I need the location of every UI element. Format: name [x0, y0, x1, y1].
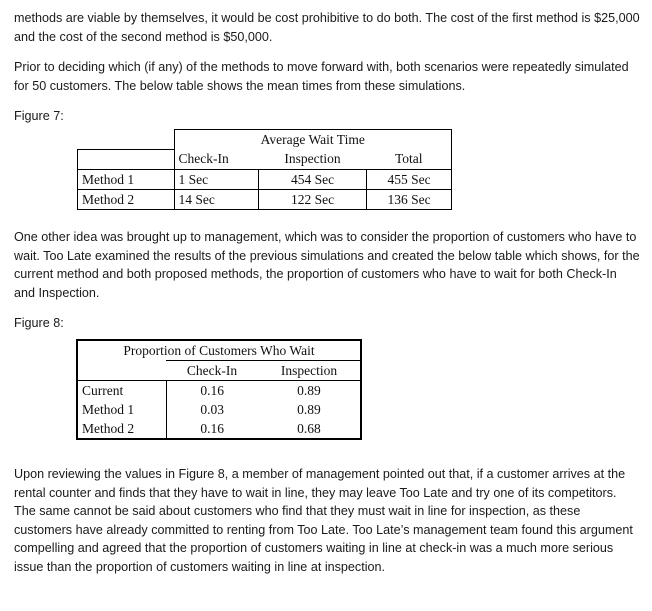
figure8-col-checkin: Check-In [166, 361, 258, 381]
figure7-label: Figure 7: [14, 109, 64, 123]
cell: 136 Sec [367, 189, 452, 209]
row-label: Method 2 [78, 189, 175, 209]
figure7-col-inspection: Inspection [284, 151, 341, 167]
figure8-title: Proportion of Customers Who Wait [123, 343, 315, 358]
cell: 0.89 [297, 402, 321, 417]
cell: 0.03 [200, 402, 225, 417]
cell: 0.68 [297, 421, 321, 436]
cell: 122 Sec [259, 189, 367, 209]
table-row [78, 169, 452, 189]
row-label: Method 2 [77, 419, 166, 439]
paragraph-conclusion: Upon reviewing the values in Figure 8, a member of management pointed out that, if a customer arrives at the rental counter and finds that they have to wait in line, they may leave Too Late and try one of its competitors. The same cannot be said about customers who find that they must wait in line for inspection, as these customers have already committed to renting from Too Late. Too Late’s management team found this argument compelling and agreed that the proportion of customers waiting in line at check-in was a much more serious issue than the proportion of customers waiting in line at inspection. [14, 467, 633, 574]
table-row [78, 189, 452, 209]
figure8-label: Figure 8: [14, 316, 64, 330]
figure8-col-inspection: Inspection [258, 361, 361, 381]
table-row [77, 419, 361, 439]
figure7-col-total: Total [367, 149, 452, 169]
cell: 454 Sec [259, 169, 367, 189]
row-label: Current [77, 381, 166, 401]
cell: 1 Sec [174, 169, 259, 189]
paragraph-cost: methods are viable by themselves, it would be cost prohibitive to do both. The cost of the first method is $25,000 and the cost of the second method is $50,000. [14, 11, 640, 44]
table-row [77, 381, 361, 401]
cell: 0.89 [258, 381, 361, 401]
cell: 455 Sec [367, 169, 452, 189]
cell: 0.16 [166, 381, 258, 401]
cell: 14 Sec [174, 189, 259, 209]
row-label: Method 1 [78, 169, 175, 189]
row-label: Method 1 [77, 400, 166, 419]
table-row [77, 400, 361, 419]
figure8-table [76, 339, 362, 440]
paragraph-proportion: One other idea was brought up to management, which was to consider the proportion of customers who have to wait. Too Late examined the results of the previous simulations and created the below table which shows, for the current method and both proposed methods, the proportion of customers who have to wait for both Check-In and Inspection. [14, 230, 640, 300]
figure7-table [77, 129, 452, 210]
paragraph-simulation: Prior to deciding which (if any) of the methods to move forward with, both scenarios were repeatedly simulated for 50 customers. The below table shows the mean times from these simulations. [14, 60, 629, 93]
figure7-group-header: Average Wait Time [174, 130, 452, 150]
cell: 0.16 [200, 421, 225, 436]
figure7-col-checkin: Check-In [174, 149, 259, 169]
